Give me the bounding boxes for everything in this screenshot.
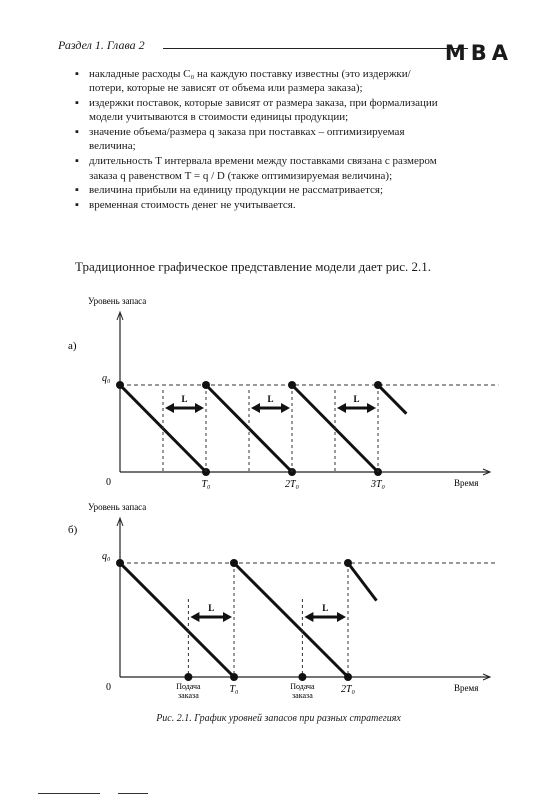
panel-label: б) <box>68 524 78 536</box>
order-point-marker <box>184 673 192 681</box>
lead-time-label: L <box>267 394 274 404</box>
panel-label: а) <box>68 340 77 352</box>
body-paragraph: Традиционное графическое представление модели дает рис. 2.1. <box>75 259 431 274</box>
x-tick-label: 2T₀ <box>340 684 356 695</box>
list-item: ▪ временная стоимость денег не учитывается. <box>75 198 440 212</box>
x-tick-label: T₀ <box>201 479 211 490</box>
footer-rule-short <box>118 793 148 794</box>
replenish-point <box>344 559 352 567</box>
x-axis-label: Время <box>454 478 479 488</box>
origin-label: 0 <box>106 477 111 488</box>
replenish-point <box>202 381 210 389</box>
lead-time-arrowhead-left <box>337 403 346 413</box>
footer-rule <box>38 793 100 794</box>
replenish-point <box>288 381 296 389</box>
x-tick-label: 3T₀ <box>370 479 386 490</box>
x-tick-label: 2T₀ <box>284 479 300 490</box>
inventory-segment <box>348 563 377 601</box>
order-point-label-line2: заказа <box>178 691 199 700</box>
lead-time-label: L <box>208 603 215 613</box>
order-point-label-line1: Подача <box>176 682 201 691</box>
y-axis-label: Уровень запаса <box>88 296 147 306</box>
list-item: ▪ длительность T интервала времени между поставками связана с размером заказа q равенством T = q / D (также оптимизируемая величина); <box>75 154 440 183</box>
lead-time-arrowhead-right <box>195 403 204 413</box>
lead-time-arrowhead-right <box>367 403 376 413</box>
list-item: ▪ издержки поставок, которые зависят от размера заказа, при формализации модели учитываются в стоимости единицы продукции; <box>75 96 440 125</box>
figure-caption: Рис. 2.1. График уровней запасов при разных стратегиях <box>156 713 401 724</box>
y-tick-label: q₀ <box>102 551 111 562</box>
lead-time-arrowhead-right <box>223 612 232 622</box>
lead-time-arrowhead-right <box>281 403 290 413</box>
replenish-point <box>374 381 382 389</box>
x-axis-label: Время <box>454 683 479 693</box>
list-item: ▪ значение объема/размера q заказа при поставках – оптимизируемая величина; <box>75 125 440 154</box>
x-tick-label: T₀ <box>229 684 239 695</box>
inventory-segment <box>234 563 348 677</box>
lead-time-arrowhead-left <box>304 612 313 622</box>
y-axis-label: Уровень запаса <box>88 502 147 512</box>
list-item: ▪ величина прибыли на единицу продукции не рассматривается; <box>75 183 440 197</box>
lead-time-label: L <box>353 394 360 404</box>
lead-time-arrowhead-right <box>337 612 346 622</box>
lead-time-arrowhead-left <box>251 403 260 413</box>
mba-logo: MBA <box>444 41 513 65</box>
lead-time-arrowhead-left <box>165 403 174 413</box>
order-point-marker <box>298 673 306 681</box>
order-point-label-line1: Подача <box>290 682 315 691</box>
replenish-point <box>116 381 124 389</box>
lead-time-arrowhead-left <box>190 612 199 622</box>
inventory-segment <box>378 385 406 414</box>
list-item: ▪ накладные расходы C₀ на каждую поставку известны (это издержки/потери, которые не зависят от объема или размера заказа); <box>75 67 440 96</box>
lead-time-label: L <box>322 603 329 613</box>
replenish-point <box>230 559 238 567</box>
order-point-label-line2: заказа <box>292 691 313 700</box>
section-title: Раздел 1. Глава 2 <box>58 38 145 52</box>
origin-label: 0 <box>106 682 111 693</box>
lead-time-label: L <box>181 394 188 404</box>
y-tick-label: q₀ <box>102 373 111 384</box>
replenish-point <box>116 559 124 567</box>
inventory-segment <box>120 563 234 677</box>
